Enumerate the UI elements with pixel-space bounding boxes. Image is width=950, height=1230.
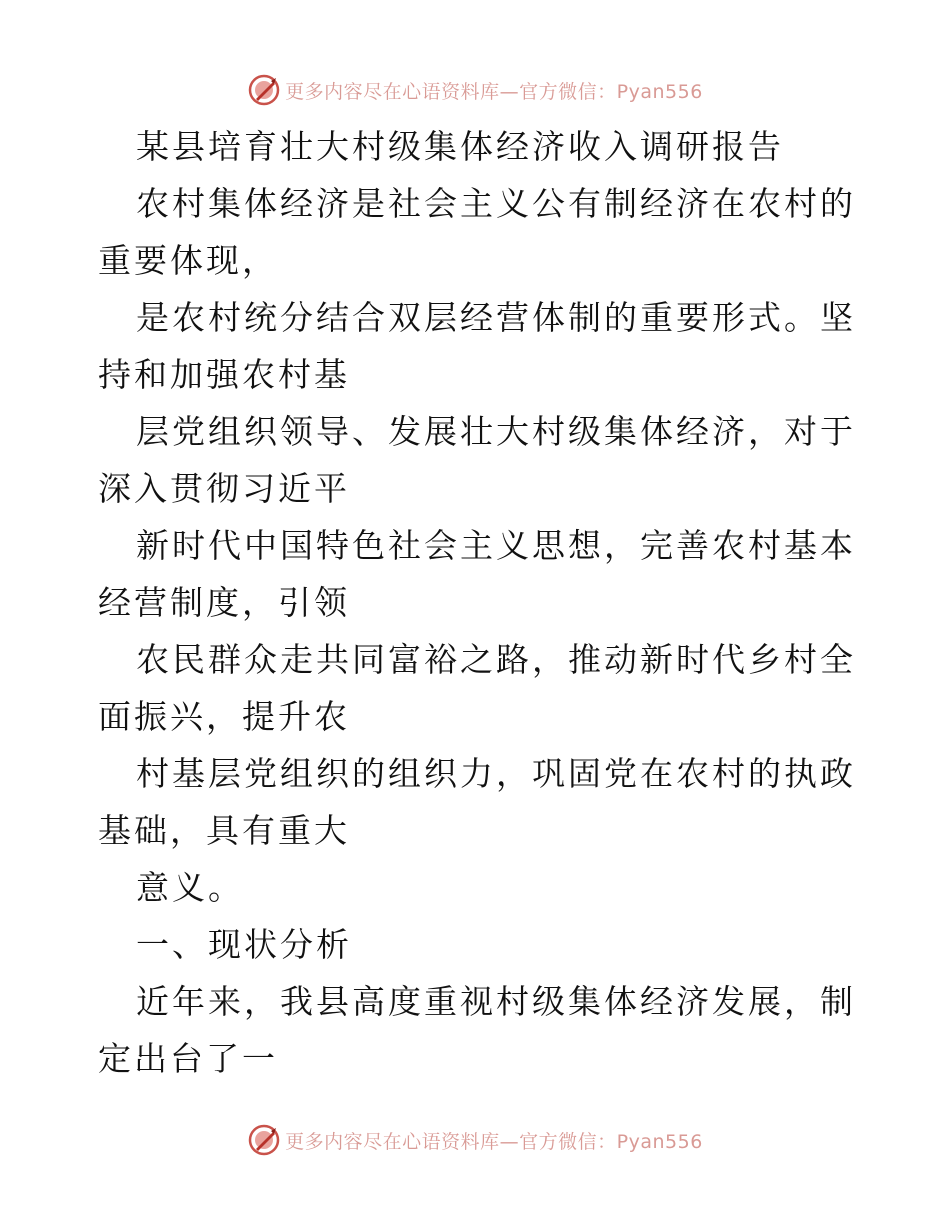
document-body: [98, 118, 858, 1087]
paragraph-4: 新时代中国特色社会主义思想，完善农村基本经营制度，引领: [98, 526, 856, 622]
paragraph-6: 村基层党组织的组织力，巩固党在农村的执政基础，具有重大: [98, 754, 856, 850]
footer-watermark-text: 更多内容尽在心语资料库—官方微信：Pyan556: [285, 1130, 703, 1153]
paragraph-2: 是农村统分结合双层经营体制的重要形式。坚持和加强农村基: [98, 298, 856, 394]
paragraph-3: 层党组织领导、发展壮大村级集体经济，对于深入贯彻习近平: [98, 412, 856, 508]
header-watermark-banner: [0, 70, 950, 110]
paragraph-8: 近年来，我县高度重视村级集体经济发展，制定出台了一: [98, 982, 856, 1078]
paragraph-1: 农村集体经济是社会主义公有制经济在农村的重要体现，: [98, 184, 856, 280]
section-heading: 一、现状分析: [136, 925, 352, 964]
red-seal-pen-logo-icon: [247, 73, 281, 107]
paragraph-7: 意义。: [136, 868, 244, 907]
document-title: 某县培育壮大村级集体经济收入调研报告: [136, 127, 784, 166]
footer-watermark-banner: [0, 1120, 950, 1160]
header-watermark-text: 更多内容尽在心语资料库—官方微信：Pyan556: [285, 80, 703, 103]
red-seal-pen-logo-icon: [247, 1123, 281, 1157]
paragraph-5: 农民群众走共同富裕之路，推动新时代乡村全面振兴，提升农: [98, 640, 856, 736]
